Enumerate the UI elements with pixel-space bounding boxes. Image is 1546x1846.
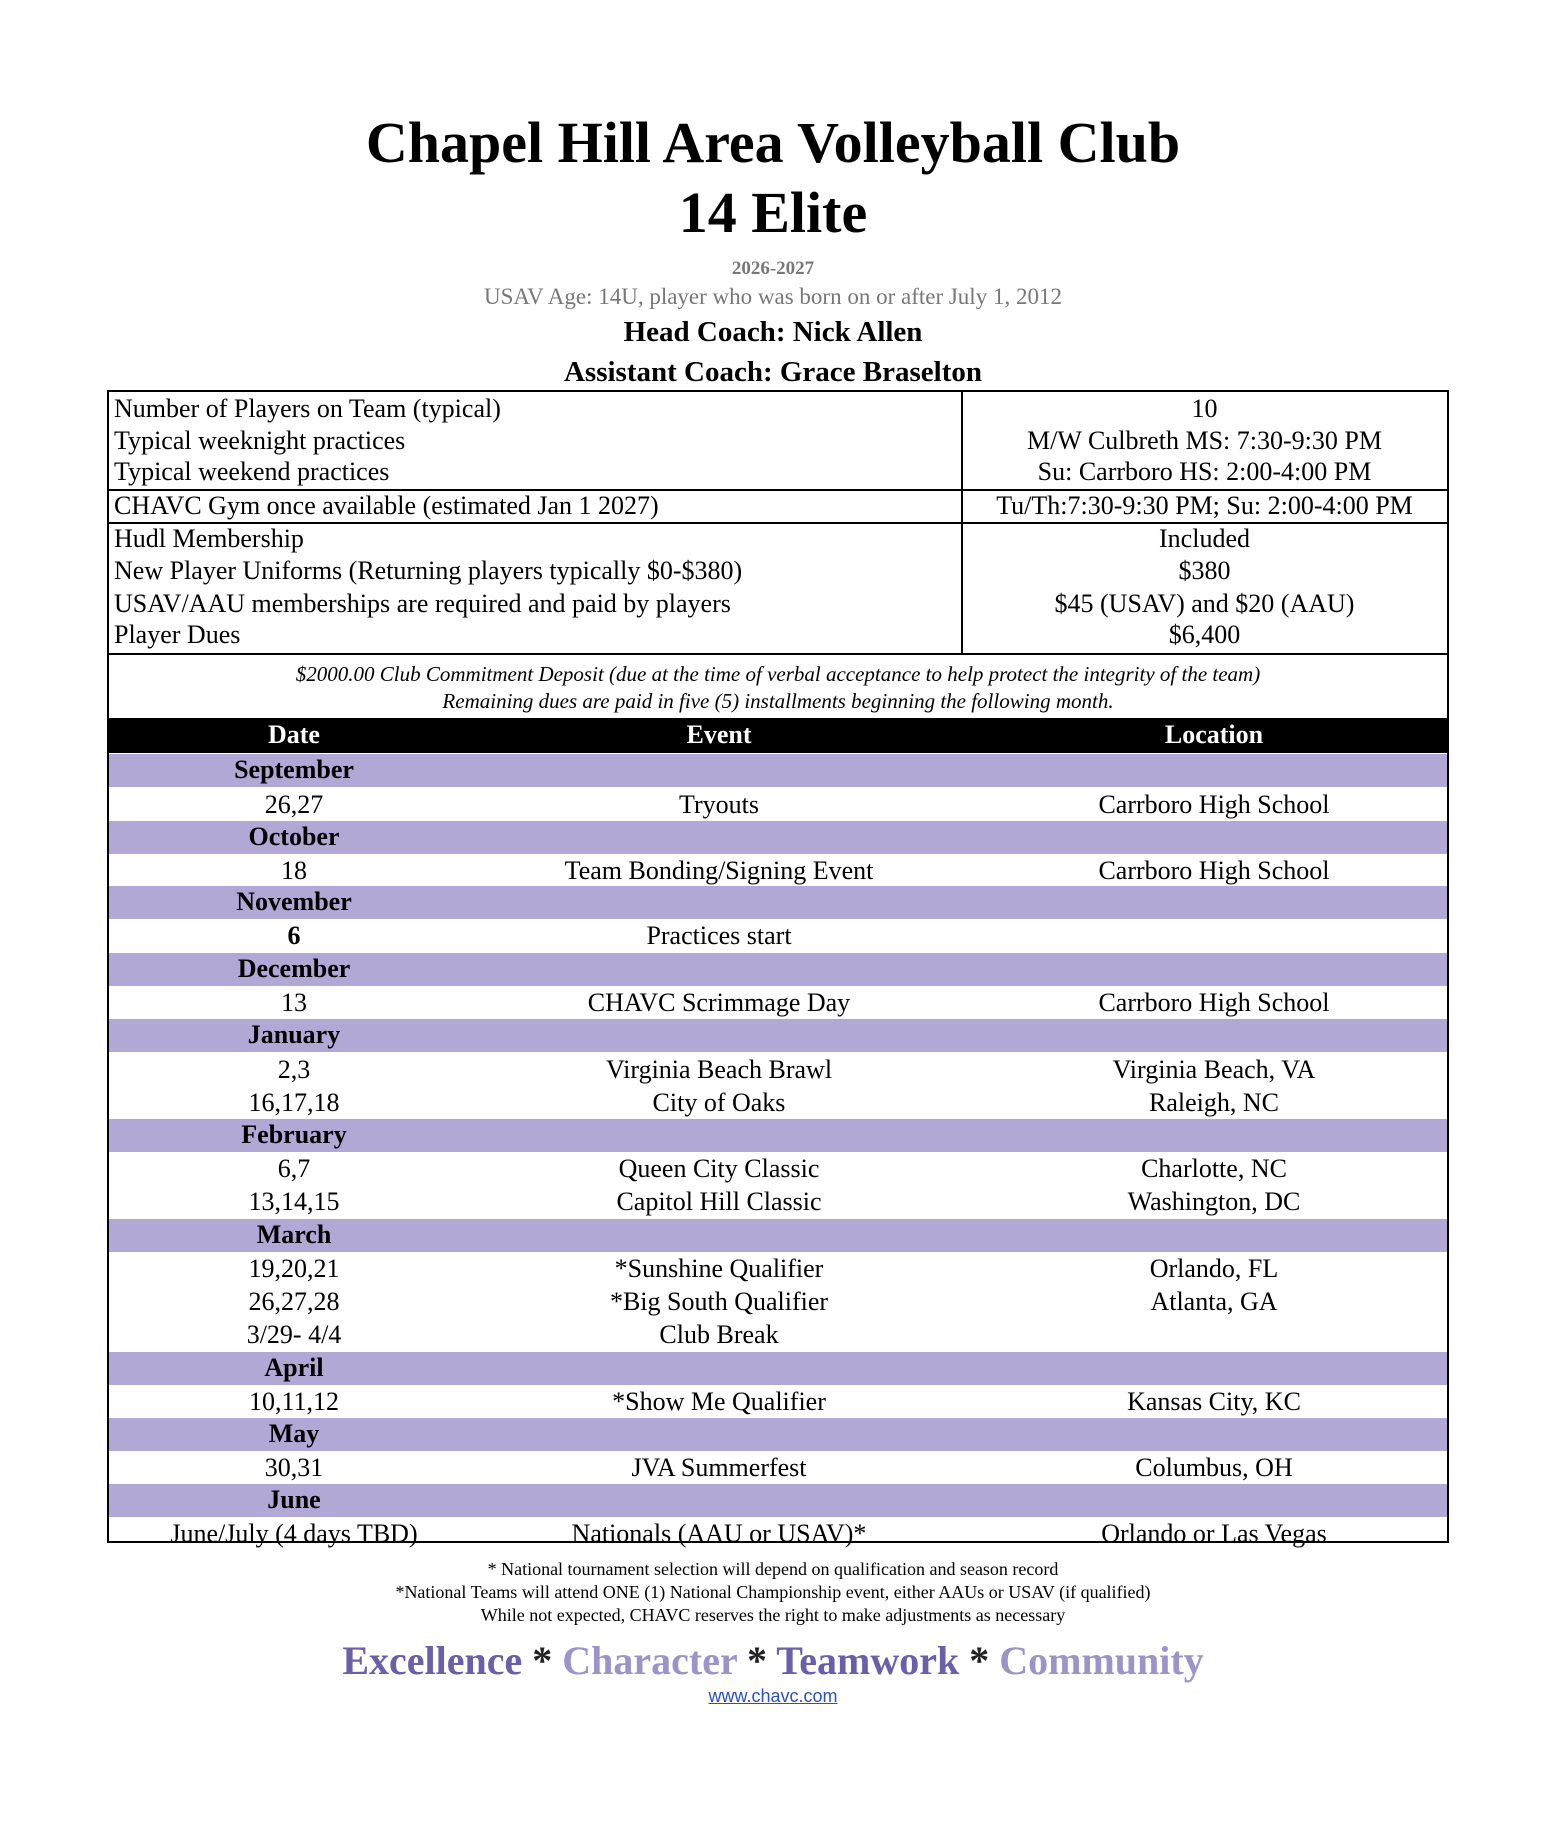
- motto-excellence: Excellence: [342, 1638, 523, 1683]
- event-date: 13: [281, 988, 307, 1017]
- event-location: Atlanta, GA: [1150, 1287, 1278, 1316]
- motto-character: Character: [562, 1638, 737, 1683]
- event-date: 26,27,28: [248, 1287, 340, 1316]
- month-label: September: [234, 755, 354, 784]
- season-label: 2026-2027: [731, 258, 815, 279]
- row-divider: [107, 653, 1449, 655]
- website-link[interactable]: www.chavc.com: [708, 1686, 838, 1706]
- info-table: [109, 392, 1447, 692]
- event-date: 10,11,12: [248, 1387, 340, 1416]
- event-date: 6: [287, 921, 301, 950]
- event-location: Charlotte, NC: [1141, 1154, 1287, 1183]
- event-date: 2,3: [277, 1055, 311, 1084]
- info-label: CHAVC Gym once available (estimated Jan 1 2027): [114, 491, 659, 520]
- info-label: Hudl Membership: [114, 524, 304, 553]
- schedule-header: [109, 718, 1447, 753]
- event-location: Carrboro High School: [1098, 988, 1330, 1017]
- month-label: March: [256, 1220, 332, 1249]
- event-date: June/July (4 days TBD): [170, 1519, 418, 1548]
- motto-separator: *: [532, 1638, 553, 1683]
- footnote: While not expected, CHAVC reserves the right to make adjustments as necessary: [480, 1605, 1066, 1625]
- event-name: JVA Summerfest: [631, 1453, 807, 1482]
- row-divider: [107, 489, 1449, 491]
- info-label: Number of Players on Team (typical): [114, 394, 501, 423]
- event-date: 19,20,21: [248, 1254, 340, 1283]
- event-location: Carrboro High School: [1098, 856, 1330, 885]
- event-location: Columbus, OH: [1135, 1453, 1293, 1482]
- event-location: Orlando or Las Vegas: [1101, 1519, 1327, 1548]
- info-label: Player Dues: [114, 620, 241, 649]
- month-row: [109, 1418, 1447, 1451]
- event-date: 13,14,15: [248, 1187, 340, 1216]
- location-column-header: Location: [1164, 720, 1264, 749]
- row-divider: [107, 522, 1449, 524]
- event-name: Practices start: [646, 921, 792, 950]
- event-name: Capitol Hill Classic: [616, 1187, 822, 1216]
- info-label: Typical weeknight practices: [114, 426, 406, 455]
- club-title: Chapel Hill Area Volleyball Club: [365, 110, 1181, 175]
- info-label: Typical weekend practices: [114, 457, 390, 486]
- date-column-header: Date: [268, 720, 320, 749]
- event-name: Nationals (AAU or USAV)*: [571, 1519, 867, 1548]
- event-location: Raleigh, NC: [1149, 1088, 1279, 1117]
- event-column-header: Event: [686, 720, 752, 749]
- footnote: * National tournament selection will depend on qualification and season record: [487, 1559, 1059, 1579]
- event-name: Team Bonding/Signing Event: [564, 856, 874, 885]
- event-name: Club Break: [659, 1320, 779, 1349]
- motto-separator: *: [746, 1638, 767, 1683]
- month-label: January: [247, 1020, 341, 1049]
- motto-separator: *: [969, 1638, 990, 1683]
- event-name: Virginia Beach Brawl: [605, 1055, 833, 1084]
- head-coach: Head Coach: Nick Allen: [623, 316, 923, 348]
- info-value: $6,400: [1168, 620, 1241, 649]
- event-date: 18: [281, 856, 307, 885]
- info-value: 10: [1191, 394, 1218, 423]
- event-name: CHAVC Scrimmage Day: [587, 988, 851, 1017]
- month-row: [109, 1119, 1447, 1152]
- assistant-coach: Assistant Coach: Grace Braselton: [563, 356, 983, 388]
- month-row: [109, 886, 1447, 919]
- event-date: 3/29- 4/4: [246, 1320, 342, 1349]
- month-row: [109, 1219, 1447, 1252]
- footnote: *National Teams will attend ONE (1) National Championship event, either AAUs or USAV (if qualified): [395, 1582, 1151, 1602]
- team-title: 14 Elite: [678, 180, 868, 245]
- deposit-note: $2000.00 Club Commitment Deposit (due at the time of verbal acceptance to help protect the integrity of the team): [295, 662, 1261, 686]
- event-location: Washington, DC: [1127, 1187, 1301, 1216]
- event-name: *Big South Qualifier: [609, 1287, 829, 1316]
- installments-note: Remaining dues are paid in five (5) installments beginning the following month.: [442, 689, 1114, 713]
- month-row: [109, 1019, 1447, 1052]
- info-value: Included: [1159, 524, 1250, 553]
- month-label: April: [264, 1353, 324, 1382]
- month-label: May: [268, 1419, 320, 1448]
- event-date: 6,7: [277, 1154, 311, 1183]
- month-row: [109, 754, 1447, 787]
- info-value: $380: [1178, 556, 1231, 585]
- month-label: December: [237, 954, 351, 983]
- info-value: Tu/Th:7:30-9:30 PM; Su: 2:00-4:00 PM: [996, 491, 1413, 520]
- event-location: Orlando, FL: [1149, 1254, 1279, 1283]
- month-row: [109, 1352, 1447, 1385]
- event-location: Kansas City, KC: [1127, 1387, 1301, 1416]
- usav-age-note: USAV Age: 14U, player who was born on or after July 1, 2012: [484, 284, 1062, 309]
- info-label: New Player Uniforms (Returning players typically $0-$380): [114, 556, 743, 585]
- event-name: Queen City Classic: [618, 1154, 820, 1183]
- month-label: October: [248, 822, 340, 851]
- event-name: City of Oaks: [652, 1088, 786, 1117]
- club-motto: [0, 1637, 1546, 1684]
- event-date: 26,27: [264, 790, 324, 819]
- info-value: M/W Culbreth MS: 7:30-9:30 PM: [1027, 426, 1382, 455]
- info-value: Su: Carrboro HS: 2:00-4:00 PM: [1037, 457, 1372, 486]
- motto-teamwork: Teamwork: [776, 1638, 960, 1683]
- event-location: Carrboro High School: [1098, 790, 1330, 819]
- month-row: [109, 1484, 1447, 1517]
- event-date: 30,31: [264, 1453, 324, 1482]
- event-name: *Sunshine Qualifier: [614, 1254, 824, 1283]
- event-location: Virginia Beach, VA: [1112, 1055, 1316, 1084]
- month-label: November: [236, 887, 352, 916]
- month-row: [109, 821, 1447, 854]
- info-label: USAV/AAU memberships are required and paid by players: [114, 589, 731, 618]
- event-date: 16,17,18: [248, 1088, 340, 1117]
- event-name: Tryouts: [679, 790, 759, 819]
- month-label: February: [241, 1120, 347, 1149]
- info-value: $45 (USAV) and $20 (AAU): [1054, 589, 1355, 618]
- month-row: [109, 953, 1447, 986]
- month-label: June: [267, 1485, 321, 1514]
- motto-community: Community: [999, 1638, 1204, 1683]
- event-name: *Show Me Qualifier: [612, 1387, 826, 1416]
